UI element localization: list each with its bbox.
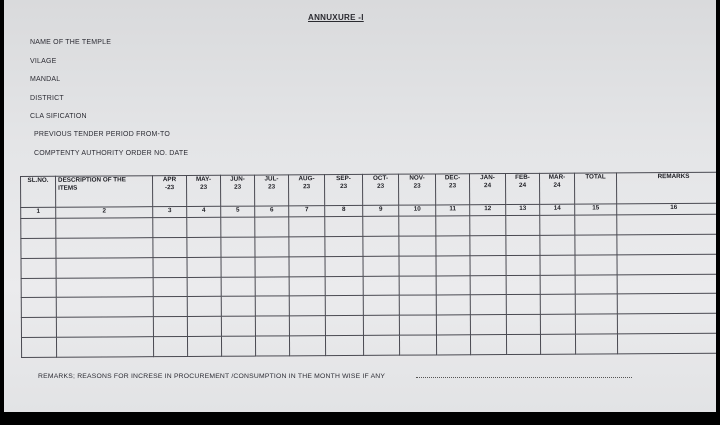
table-cell[interactable]: [21, 258, 56, 278]
table-cell[interactable]: [255, 276, 289, 296]
column-header-label: NOV-: [409, 174, 425, 182]
field-temple-name: NAME OF THE TEMPLE: [30, 39, 112, 46]
table-cell[interactable]: [289, 336, 325, 356]
table-cell[interactable]: [436, 295, 470, 315]
table-cell[interactable]: [436, 335, 470, 355]
column-header: [220, 175, 254, 206]
table-cell[interactable]: [506, 215, 540, 235]
table-cell[interactable]: [540, 314, 575, 334]
document-page: [4, 0, 716, 412]
column-number: 8: [325, 205, 363, 216]
column-header: [398, 174, 435, 205]
column-header-label: AUG-: [298, 175, 315, 183]
table-cell[interactable]: [363, 296, 399, 316]
column-number: 11: [436, 205, 470, 216]
field-village: VILAGE: [30, 58, 57, 65]
table-cell[interactable]: [325, 236, 363, 256]
table-cell[interactable]: [187, 297, 221, 317]
table-cell[interactable]: [56, 257, 153, 277]
table-cell[interactable]: [255, 237, 289, 257]
table-cell[interactable]: [255, 316, 289, 336]
table-cell[interactable]: [436, 255, 470, 275]
table-cell[interactable]: [506, 315, 540, 335]
column-header: [469, 174, 505, 205]
table-cell[interactable]: [221, 237, 255, 257]
table-cell[interactable]: [575, 294, 617, 314]
table-cell[interactable]: [21, 218, 56, 238]
table-cell[interactable]: [436, 236, 470, 256]
table-cell[interactable]: [399, 315, 436, 335]
remarks-line: [416, 376, 632, 378]
table-cell[interactable]: [21, 337, 56, 357]
column-header-sublabel: 24: [484, 182, 492, 190]
table-cell[interactable]: [153, 257, 187, 277]
table-cell[interactable]: [153, 317, 187, 337]
column-header-sublabel: 23: [377, 182, 385, 190]
column-header: [288, 175, 324, 206]
table-cell[interactable]: [575, 334, 617, 354]
table-cell[interactable]: [575, 235, 617, 255]
column-header: [505, 173, 539, 204]
table-cell[interactable]: [470, 235, 506, 255]
field-authority-order: COMPTENTY AUTHORITY ORDER NO. DATE: [34, 150, 189, 157]
table-cell[interactable]: [617, 294, 716, 315]
column-number: 6: [255, 206, 289, 217]
column-number: 1: [21, 207, 56, 218]
field-classification: CLA SIFICATION: [30, 113, 87, 120]
column-number: 16: [617, 203, 716, 215]
column-header: [324, 174, 362, 205]
table-cell[interactable]: [363, 216, 399, 236]
table-cell[interactable]: [617, 333, 716, 354]
table-cell[interactable]: [506, 235, 540, 255]
column-header: [186, 175, 220, 206]
remarks-label: REMARKS; REASONS FOR INCRESE IN PROCUREMENT /CONSUMPTION IN THE MONTH WISE IF ANY: [38, 373, 386, 380]
table-cell[interactable]: [617, 214, 716, 235]
table-cell[interactable]: [540, 235, 575, 255]
table-cell[interactable]: [617, 254, 716, 275]
table-cell[interactable]: [399, 216, 436, 236]
column-number: 4: [187, 206, 221, 217]
column-number: 5: [221, 206, 255, 217]
column-header: [616, 172, 716, 204]
procurement-table: [20, 172, 716, 358]
column-header-sublabel: 23: [340, 183, 348, 191]
table-cell[interactable]: [187, 237, 221, 257]
table-cell[interactable]: [436, 275, 470, 295]
column-header-label: DEC-: [444, 174, 461, 182]
table-cell[interactable]: [21, 278, 56, 298]
table-cell[interactable]: [436, 216, 470, 236]
table-cell[interactable]: [617, 313, 716, 334]
column-header-sublabel: 23: [303, 183, 311, 191]
column-header: [254, 175, 288, 206]
table-cell[interactable]: [56, 238, 153, 258]
table-cell[interactable]: [325, 335, 363, 355]
table-cell[interactable]: [255, 296, 289, 316]
table-cell[interactable]: [470, 315, 506, 335]
table-cell[interactable]: [540, 294, 575, 314]
table-cell[interactable]: [56, 277, 153, 297]
column-header-label: SEP-: [336, 174, 351, 183]
column-header-sublabel: -23: [164, 184, 175, 192]
table-cell[interactable]: [363, 315, 399, 335]
table-cell[interactable]: [325, 216, 363, 236]
column-header-label: SL.NO.: [27, 176, 49, 184]
column-header-label: DESCRIPTION OF THE: [58, 176, 126, 184]
column-header: [539, 173, 574, 204]
column-header-sublabel: 24: [553, 181, 561, 189]
table-cell[interactable]: [540, 334, 575, 354]
column-number: 13: [506, 204, 540, 215]
table-cell[interactable]: [575, 314, 617, 334]
field-mandal: MANDAL: [30, 76, 61, 83]
document-title: ANNUXURE -I: [308, 13, 364, 22]
column-header: [435, 174, 469, 205]
table-cell[interactable]: [255, 217, 289, 237]
table-cell[interactable]: [617, 234, 716, 255]
table-cell[interactable]: [540, 275, 575, 295]
table-cell[interactable]: [506, 295, 540, 315]
table-cell[interactable]: [540, 255, 575, 275]
column-header-label: JAN-: [480, 174, 495, 182]
table-cell[interactable]: [363, 236, 399, 256]
column-header-sublabel: 23: [268, 183, 276, 191]
table-cell[interactable]: [325, 296, 363, 316]
table-cell[interactable]: [221, 336, 255, 356]
column-header-sublabel: ITEMS: [58, 184, 78, 192]
table-cell[interactable]: [436, 315, 470, 335]
table-cell[interactable]: [221, 277, 255, 297]
table-cell[interactable]: [56, 297, 153, 317]
table-cell[interactable]: [470, 275, 506, 295]
column-header-label: JUL-: [264, 175, 279, 183]
table-cell[interactable]: [56, 317, 153, 337]
table-cell[interactable]: [21, 238, 56, 258]
table-cell[interactable]: [325, 276, 363, 296]
table-cell[interactable]: [289, 296, 325, 316]
table-cell[interactable]: [289, 217, 325, 237]
field-district: DISTRICT: [30, 95, 64, 102]
table-row: [21, 333, 716, 357]
column-header-sublabel: 23: [200, 183, 208, 191]
table-cell[interactable]: [617, 274, 716, 295]
table-cell[interactable]: [399, 335, 436, 355]
table-cell[interactable]: [289, 276, 325, 296]
column-number: 15: [575, 204, 617, 215]
table-cell[interactable]: [153, 297, 187, 317]
table-cell[interactable]: [187, 257, 221, 277]
column-header: [56, 176, 153, 208]
column-number: 3: [153, 206, 187, 217]
column-header: [153, 175, 187, 206]
column-header: [21, 176, 56, 207]
table-cell[interactable]: [153, 217, 187, 237]
column-number: 14: [540, 204, 575, 215]
table-cell[interactable]: [470, 295, 506, 315]
table-cell[interactable]: [363, 335, 399, 355]
table-cell[interactable]: [399, 275, 436, 295]
column-number: 10: [399, 205, 436, 216]
table-cell[interactable]: [21, 317, 56, 337]
table-cell[interactable]: [470, 216, 506, 236]
table-cell[interactable]: [289, 316, 325, 336]
table-cell[interactable]: [187, 277, 221, 297]
table-cell[interactable]: [506, 255, 540, 275]
table-cell[interactable]: [21, 298, 56, 318]
table-cell[interactable]: [506, 334, 540, 354]
table-cell[interactable]: [187, 336, 221, 356]
table-cell[interactable]: [540, 215, 575, 235]
table-cell[interactable]: [575, 255, 617, 275]
table-cell[interactable]: [470, 335, 506, 355]
column-number: 9: [363, 205, 399, 216]
table-cell[interactable]: [325, 316, 363, 336]
column-header-label: OCT-: [372, 174, 389, 182]
table-cell[interactable]: [255, 257, 289, 277]
table-cell[interactable]: [575, 274, 617, 294]
table-cell[interactable]: [221, 316, 255, 336]
column-header-label: TOTAL: [585, 173, 606, 181]
field-previous-tender-period: PREVIOUS TENDER PERIOD FROM-TO: [34, 131, 171, 138]
table-cell[interactable]: [56, 337, 153, 358]
table-cell[interactable]: [399, 256, 436, 276]
table-cell[interactable]: [289, 236, 325, 256]
table-cell[interactable]: [289, 256, 325, 276]
column-number: 7: [289, 206, 325, 217]
column-header-sublabel: 24: [519, 181, 527, 189]
column-header-label: MAR-: [548, 173, 566, 181]
column-number: 2: [56, 207, 153, 219]
table-cell[interactable]: [221, 257, 255, 277]
column-header-sublabel: 23: [413, 182, 421, 190]
table-cell[interactable]: [363, 276, 399, 296]
table-cell[interactable]: [325, 256, 363, 276]
column-header-label: APR: [162, 176, 177, 184]
table-cell[interactable]: [153, 277, 187, 297]
column-header: [574, 173, 616, 204]
table-cell[interactable]: [221, 217, 255, 237]
table-cell[interactable]: [470, 255, 506, 275]
column-number: 12: [470, 205, 506, 216]
table-cell[interactable]: [363, 256, 399, 276]
table-cell[interactable]: [153, 237, 187, 257]
table-cell[interactable]: [187, 316, 221, 336]
table-cell[interactable]: [399, 236, 436, 256]
table-cell[interactable]: [506, 275, 540, 295]
column-header-label: FEB-: [515, 173, 530, 181]
column-header-label: REMARKS: [657, 172, 690, 181]
table-cell[interactable]: [56, 218, 153, 238]
table-cell[interactable]: [153, 337, 187, 357]
table-cell[interactable]: [187, 217, 221, 237]
table-cell[interactable]: [221, 296, 255, 316]
table-cell[interactable]: [399, 295, 436, 315]
column-header-sublabel: 23: [449, 182, 457, 190]
column-header: [362, 174, 398, 205]
table-cell[interactable]: [255, 336, 289, 356]
column-header-label: MAY-: [195, 175, 212, 183]
column-header-label: JUN-: [230, 175, 245, 183]
column-header-sublabel: 23: [234, 183, 242, 191]
table-cell[interactable]: [575, 215, 617, 235]
